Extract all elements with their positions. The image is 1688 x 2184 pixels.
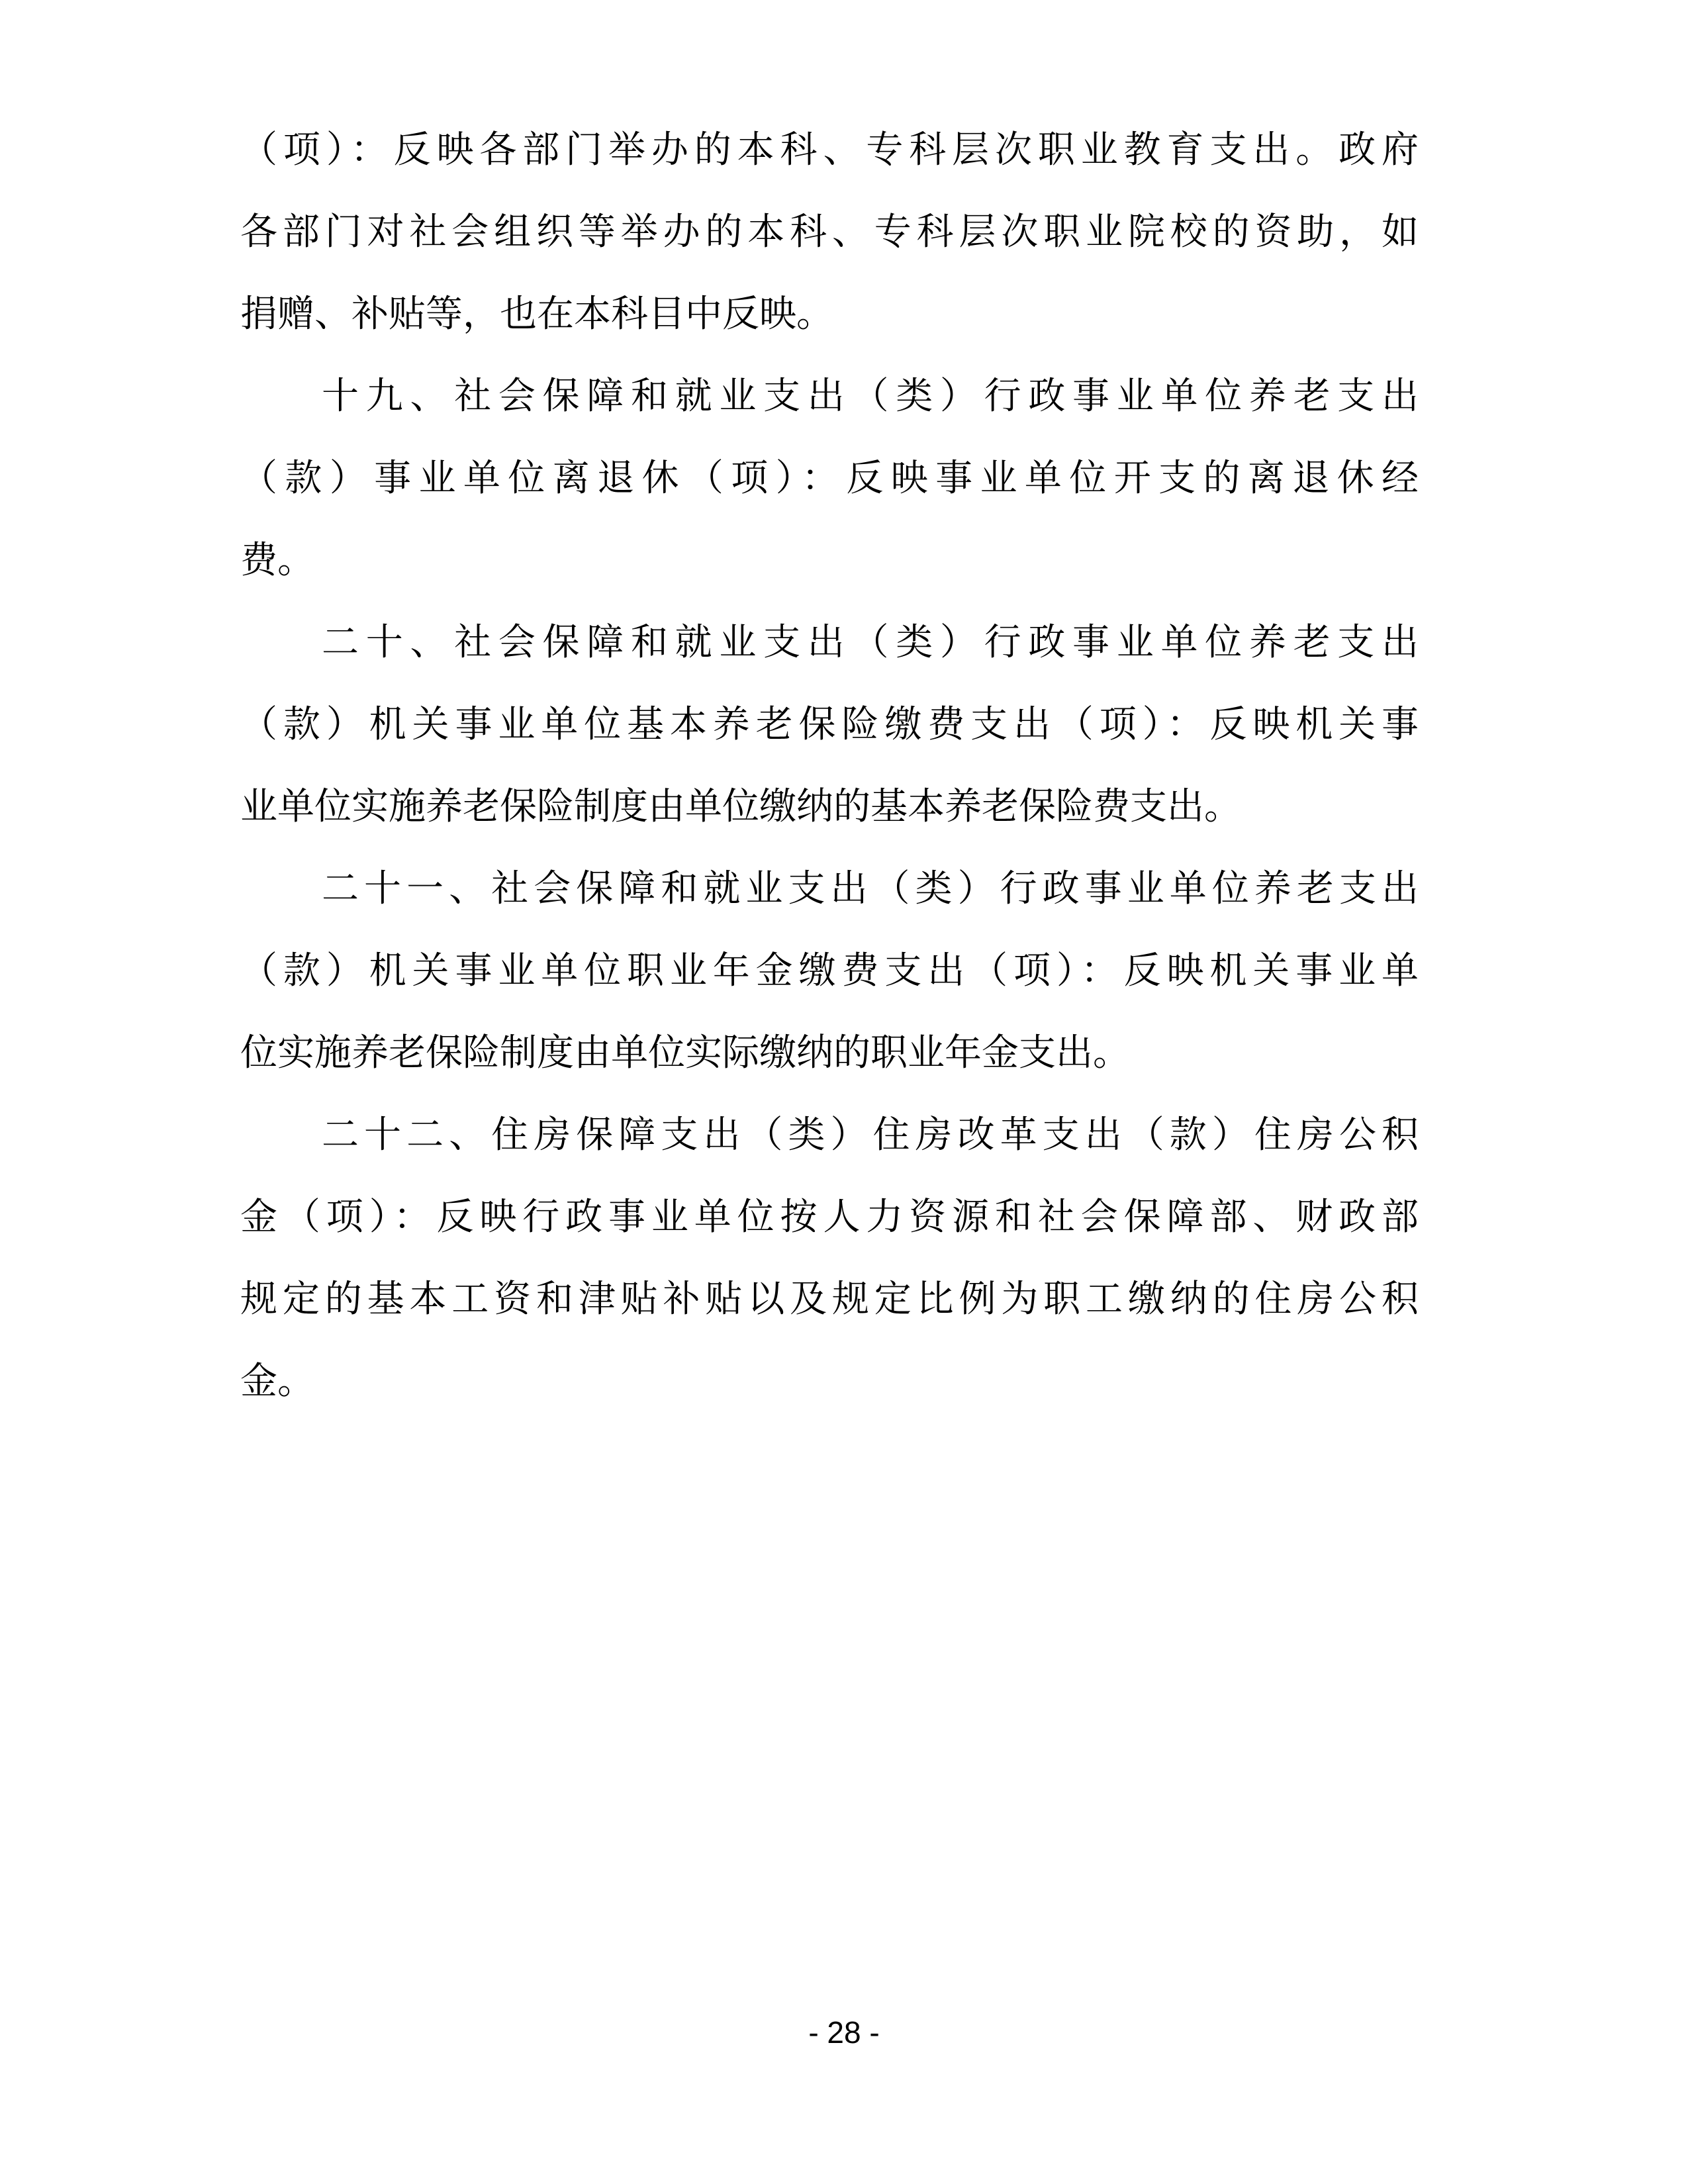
text-line: 金（项）：反映行政事业单位按人力资源和社会保障部、财政部 [240,1196,1419,1239]
text-line: （款）机关事业单位职业年金缴费支出（项）：反映机关事业单 [240,949,1419,992]
text-line: 业单位实施养老保险制度由单位缴纳的基本养老保险费支出。 [240,785,1241,828]
paragraph-19 [240,356,1419,602]
text-line: 规定的基本工资和津贴补贴以及规定比例为职工缴纳的住房公积 [240,1278,1419,1321]
text-line: 二十一、社会保障和就业支出（类）行政事业单位养老支出 [322,867,1419,910]
text-line: （款）事业单位离退休（项）：反映事业单位开支的离退休经 [240,457,1419,500]
document-body [240,109,1419,1423]
text-line: 费。 [240,539,314,582]
text-line: 位实施养老保险制度由单位实际缴纳的职业年金支出。 [240,1031,1130,1074]
text-line: 金。 [240,1360,314,1403]
text-line: 捐赠、补贴等，也在本科目中反映。 [240,293,833,336]
paragraph-20 [240,602,1419,848]
text-line: 二十二、住房保障支出（类）住房改革支出（款）住房公积 [322,1114,1419,1157]
paragraph-21 [240,848,1419,1094]
text-line: 各部门对社会组织等举办的本科、专科层次职业院校的资助，如 [240,211,1419,254]
text-line: 十九、社会保障和就业支出（类）行政事业单位养老支出 [322,375,1419,418]
text-line: （项）：反映各部门举办的本科、专科层次职业教育支出。政府 [240,128,1419,171]
page-number: - 28 - [808,2015,880,2050]
paragraph-continued [240,109,1419,356]
text-line: （款）机关事业单位基本养老保险缴费支出（项）：反映机关事 [240,703,1419,746]
paragraph-22 [240,1094,1419,1423]
text-line: 二十、社会保障和就业支出（类）行政事业单位养老支出 [322,621,1419,664]
